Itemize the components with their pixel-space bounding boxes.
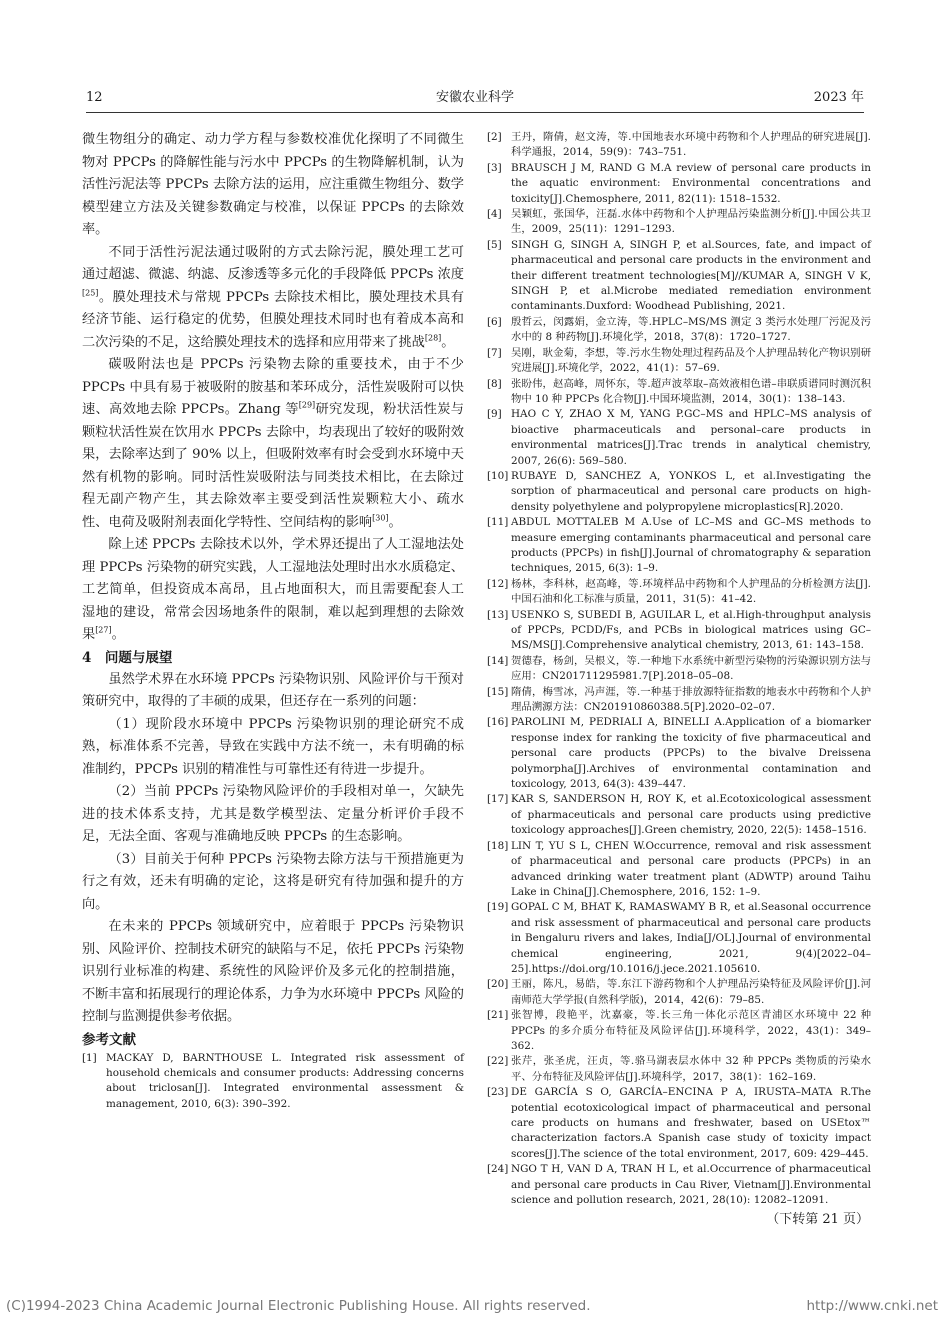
reference-text: BRAUSCH J M, RAND G M.A review of personal care products in the aquatic environment: Environmental concentrations and toxicity[J].Chemosphere, 2011, 82(11): 1518–1532.	[511, 161, 871, 205]
reference-number: [3]	[487, 161, 502, 174]
journal-year: 2023 年	[813, 90, 864, 105]
reference-number: [11]	[487, 516, 509, 529]
cnki-url: http://www.cnki.net	[806, 1298, 938, 1314]
reference-text: KAR S, SANDERSON H, ROY K, et al.Ecotoxicological assessment of pharmaceuticals and personal care products using predictive toxicology approaches[J].Green chemistry, 2020, 22(5): 1458–1516.	[511, 793, 871, 837]
reference-item	[487, 315, 871, 346]
reference-item	[487, 1054, 871, 1085]
reference-item	[487, 469, 871, 515]
reference-item	[487, 1008, 871, 1054]
reference-item	[487, 685, 871, 716]
reference-text: GOPAL C M, BHAT K, RAMASWAMY B R, et al.Seasonal occurrence and risk assessment of pharmaceutical and personal care products in Bengaluru rivers and lakes, India[J/OL].Journal of environmental chemical engineering, 2021, 9(4)[2022–04–25].https://doi.org/10.1016/j.jece.2021.105610.	[511, 901, 871, 975]
reference-number: [2]	[487, 131, 502, 143]
right-column-references	[487, 130, 871, 1230]
reference-number: [23]	[487, 1086, 509, 1099]
reference-text: SINGH G, SINGH A, SINGH P, et al.Sources, fate, and impact of pharmaceutical and personal care products in the environment and their different treatment technologies[M]//KUMAR A, SINGH V K, SINGH P, et al.Microbe mediated remediation environment contaminants.Duxford: Woodhead Publishing, 2021.	[511, 238, 871, 313]
citation: [27]	[95, 625, 112, 635]
section-heading: 4 问题与展望	[82, 649, 173, 666]
paragraph: 虽然学术界在水环境 PPCPs 污染物识别、风险评价与干预对策研究中，取得的了丰硕的成果，但还存在一系列的问题：	[82, 671, 464, 709]
reference-item	[487, 377, 871, 408]
paragraph: 除上述 PPCPs 去除技术以外，学术界还提出了人工湿地法处理 PPCPs 污染物的研究实践，人工湿地法处理时出水水质稳定、工艺简单，但投资成本高昂，且占地面积大，而且需要配套人工湿地的建设，常常会因场地条件的限制，难以起到理想的去除效果[27]。	[82, 537, 464, 642]
reference-number: [8]	[487, 377, 502, 390]
reference-text: DE GARCÍA S O, GARCÍA–ENCINA P A, IRUSTA–MATA R.The potential ecotoxicological impact of pharmaceutical and personal care products on humans and freshwater, based on USEtox™ characterization factors.A Spanish case study of toxicity impact scores[J].The science of the total environment, 2017, 609: 429–445.	[511, 1086, 871, 1160]
references-heading: 参考文献	[82, 1031, 136, 1048]
reference-text: 杨林，李科林，赵高峰，等.环境样品中药物和个人护理品的分析检测方法[J].中国石油和化工标准与质量，2011，31(5)：41–42.	[511, 577, 871, 606]
reference-item	[487, 715, 871, 792]
reference-item	[487, 1162, 871, 1208]
reference-item	[82, 1051, 464, 1113]
reference-item	[487, 515, 871, 577]
left-column	[82, 129, 464, 1112]
reference-item	[487, 900, 871, 977]
reference-item	[487, 608, 871, 654]
reference-text: 张智博，段艳平，沈嘉豪，等.长三角一体化示范区青浦区水环境中 22 种 PPCPs 的多介质分布特征及风险评估[J].环境科学，2022，43(1)：349–362.	[511, 1009, 871, 1052]
reference-number: [13]	[487, 608, 509, 621]
reference-number: [19]	[487, 901, 509, 914]
reference-item	[487, 577, 871, 608]
reference-text: 吴颖虹，张国华，汪磊.水体中药物和个人护理品污染监测分析[J].中国公共卫生，2009，25(11)：1291–1293.	[511, 208, 871, 236]
reference-text: 贺德春，杨剑，吴根义，等.一种地下水系统中新型污染物的污染源识别方法与应用：CN201711295981.7[P].2018–05–08.	[511, 654, 871, 683]
reference-item	[487, 654, 871, 685]
reference-item	[487, 977, 871, 1008]
reference-text: PAROLINI M, PEDRIALI A, BINELLI A.Application of a biomarker response index for ranking the toxicity of five pharmaceutical and personal care products (PPCPs) to the bivalve Dreissena polymorpha[J].Archives of environmental contamination and toxicology, 2013, 64(3): 439–447.	[511, 716, 871, 791]
reference-item	[487, 207, 871, 238]
continued-note: （下转第 21 页）	[766, 1212, 869, 1228]
reference-number: [18]	[487, 839, 509, 852]
paragraph: （3）目前关于何种 PPCPs 污染物去除方法与干预措施更为行之有效，还未有明确的定论，这将是研究有待加强和提升的方向。	[82, 851, 464, 912]
reference-number: [7]	[487, 346, 502, 359]
reference-number: [4]	[487, 208, 502, 221]
citation: [25]	[82, 288, 99, 298]
page-footer	[0, 1298, 950, 1318]
reference-number: [5]	[487, 238, 502, 251]
header-rule	[86, 112, 864, 113]
citation: [29]	[298, 400, 316, 410]
citation: [28]	[424, 333, 442, 343]
reference-item	[487, 839, 871, 901]
reference-item	[487, 792, 871, 838]
reference-text: MACKAY D, BARNTHOUSE L. Integrated risk assessment of household chemicals and consumer products: Addressing concerns about triclosan[J]. Integrated environmental assessment & management, 2010, 6(3): 390–392.	[106, 1051, 464, 1110]
page-header	[86, 90, 864, 112]
reference-text: 王丽，陈凡，易皓，等.东江下游药物和个人护理品污染特征及风险评价[J].河南师范大学学报(自然科学版)，2014，42(6)：79–85.	[511, 978, 871, 1006]
reference-item	[487, 238, 871, 315]
reference-number: [1]	[82, 1051, 97, 1064]
reference-number: [10]	[487, 469, 509, 482]
reference-number: [9]	[487, 408, 502, 421]
reference-item	[487, 407, 871, 469]
paragraph: 微生物组分的确定、动力学方程与参数校准优化探明了不同微生物对 PPCPs 的降解性能与污水中 PPCPs 的生物降解机制，认为活性污泥法等 PPCPs 去除方法的运用，应注重微生物组分、数学模型建立方法及关键参数确定与校准，以保证 PPCPs 的去除效率。	[82, 132, 464, 237]
reference-number: [21]	[487, 1009, 509, 1022]
paragraph: 碳吸附法也是 PPCPs 污染物去除的重要技术，由于不少 PPCPs 中具有易于被吸附的胺基和苯环成分，活性炭吸附可以快速、高效地去除 PPCPs。Zhang 等[29]研究发现，粉状活性炭与颗粒状活性炭在饮用水 PPCPs 去除中，均表现出了较好的吸附效果，去除率达到了 90% 以上，但吸附效率有时会受到水环境中天然有机物的影响。同时活性炭吸附法与同类技术相比，在去除过程无副产物产生，其去除效率主要受到活性炭颗粒大小、疏水性、电荷及吸附剂表面化学特性、空间结构的影响[30]。	[82, 357, 464, 530]
reference-number: [14]	[487, 654, 509, 667]
reference-text: ABDUL MOTTALEB M A.Use of LC–MS and GC–MS methods to measure emerging contaminants pharmaceutical and personal care products (PPCPs) in fish[J].Journal of chromatography & separation techniques, 2015, 6(3): 1–9.	[511, 516, 871, 575]
reference-text: 殷哲云，闵露娟，金立涛，等.HPLC–MS/MS 测定 3 类污水处理厂污泥及污水中的 8 种药物[J].环境化学，2018，37(8)：1720–1727.	[511, 315, 871, 344]
reference-item	[487, 130, 871, 161]
reference-number: [6]	[487, 315, 502, 328]
reference-text: 隋倩，梅雪冰，冯声涯，等.一种基于排放源特征指数的地表水中药物和个人护理品溯源方法：CN201910860388.5[P].2020–02–07.	[511, 685, 871, 714]
reference-text: NGO T H, VAN D A, TRAN H L, et al.Occurrence of pharmaceutical and personal care products in Cau River, Vietnam[J].Environmental science and pollution research, 2021, 28(10): 12082–12091.	[511, 1163, 871, 1207]
reference-number: [24]	[487, 1163, 509, 1176]
reference-text: LIN T, YU S L, CHEN W.Occurrence, removal and risk assessment of pharmaceutical and personal care products (PPCPs) in an advanced drinking water treatment plant (ADWTP) around Taihu Lake in China[J].Chemosphere, 2016, 152: 1–9.	[511, 839, 871, 898]
reference-text: 张盼伟，赵高峰，周怀东，等.超声波萃取–高效液相色谱–串联质谱同时测沉积物中 10 种 PPCPs 化合物[J].中国环境监测，2014，30(1)：138–143.	[511, 377, 871, 405]
reference-number: [17]	[487, 793, 509, 806]
reference-text: RUBAYE D, SANCHEZ A, YONKOS L, et al.Investigating the sorption of pharmaceutical and personal care products on high-density polyethylene and polypropylene microplastics[R].2020.	[511, 469, 871, 513]
reference-number: [15]	[487, 685, 509, 698]
paragraph: （1）现阶段水环境中 PPCPs 污染物识别的理论研究不成熟，标准体系不完善，导致在实践中方法不统一，未有明确的标准制约，PPCPs 识别的精准性与可靠性还有待进一步提升。	[82, 716, 464, 777]
reference-text: 吴刚，耿金菊，李想，等.污水生物处理过程药品及个人护理品转化产物识别研究进展[J].环境化学，2022，41(1)：57–69.	[511, 346, 871, 375]
reference-item	[487, 346, 871, 377]
reference-number: [12]	[487, 577, 509, 590]
reference-item	[487, 1085, 871, 1162]
reference-text: 张芹，张圣虎，汪贞，等.骆马湖表层水体中 32 种 PPCPs 类物质的污染水平、分布特征及风险评估[J].环境科学，2017，38(1)：162–169.	[511, 1055, 871, 1083]
copyright-notice: (C)1994-2023 China Academic Journal Electronic Publishing House. All rights reserved.	[6, 1298, 591, 1314]
reference-number: [16]	[487, 716, 509, 729]
reference-item	[487, 161, 871, 207]
citation: [30]	[372, 513, 389, 523]
paragraph: （2）当前 PPCPs 污染物风险评价的手段相对单一，欠缺先进的技术体系支持，尤其是数学模型法、定量分析评价手段不足，无法全面、客观与准确地反映 PPCPs 的生态影响。	[82, 784, 464, 844]
reference-number: [22]	[487, 1055, 509, 1068]
reference-text: USENKO S, SUBEDI B, AGUILAR L, et al.High-throughput analysis of PPCPs, PCDD/Fs, and PCBs in biological matrices using GC–MS/MS[J].Comprehensive analytical chemistry, 2013, 61: 143–158.	[511, 608, 871, 652]
paragraph: 不同于活性污泥法通过吸附的方式去除污泥，膜处理工艺可通过超滤、微滤、纳滤、反渗透等多元化的手段降低 PPCPs 浓度[25]。膜处理技术与常规 PPCPs 去除技术相比，膜处理技术具有经济节能、运行稳定的优势，但膜处理技术同时也有着成本高和二次污染的不足，这给膜处理技术的选择和应用带来了挑战[28]。	[82, 244, 464, 350]
journal-title: 安徽农业科学	[435, 90, 514, 105]
reference-text: HAO C Y, ZHAO X M, YANG P.GC–MS and HPLC–MS analysis of bioactive pharmaceuticals and personal–care products in environmental matrices[J].Trac trends in analytical chemistry, 2007, 26(6): 569–580.	[511, 408, 871, 467]
reference-number: [20]	[487, 978, 509, 991]
reference-text: 王丹，隋倩，赵文涛，等.中国地表水环境中药物和个人护理品的研究进展[J].科学通报，2014，59(9)：743–751.	[511, 131, 871, 159]
paragraph: 在未来的 PPCPs 领域研究中，应着眼于 PPCPs 污染物识别、风险评价、控制技术研究的缺陷与不足，依托 PPCPs 污染物识别行业标准的构建、系统性的风险评价及多元化的控制措施，不断丰富和拓展现行的理论体系，力争为水环境中 PPCPs 风险的控制与监测提供参考依据。	[82, 919, 464, 1024]
page-number: 12	[86, 90, 103, 105]
